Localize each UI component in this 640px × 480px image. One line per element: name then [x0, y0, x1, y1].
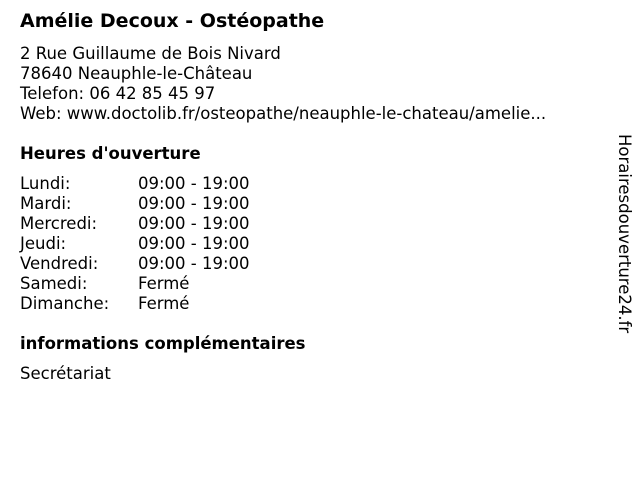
additional-info-text: Secrétariat [20, 364, 111, 383]
time-value: 09:00 - 19:00 [138, 234, 250, 253]
day-label: Lundi: [20, 174, 71, 193]
business-title: Amélie Decoux - Ostéopathe [20, 10, 325, 32]
day-label: Samedi: [20, 274, 88, 293]
time-value: 09:00 - 19:00 [138, 254, 250, 273]
day-label: Mardi: [20, 194, 72, 213]
additional-info-heading: informations complémentaires [20, 334, 306, 353]
business-contact-block [20, 44, 546, 124]
phone-number: Telefon: 06 42 85 45 97 [20, 84, 216, 103]
day-label: Jeudi: [20, 234, 67, 253]
day-label: Vendredi: [20, 254, 99, 273]
day-label: Dimanche: [20, 294, 110, 313]
day-label: Mercredi: [20, 214, 98, 233]
time-value: Fermé [138, 274, 190, 293]
website-link[interactable]: Web: www.doctolib.fr/osteopathe/neauphle-le-chateau/amelie... [20, 104, 547, 123]
street-address: 2 Rue Guillaume de Bois Nivard [20, 44, 281, 63]
site-credit: Horairesdouverture24.fr [615, 134, 634, 334]
city-address: 78640 Neauphle-le-Château [20, 64, 253, 83]
time-value: 09:00 - 19:00 [138, 214, 250, 233]
opening-hours-heading: Heures d'ouverture [20, 144, 201, 163]
time-value: 09:00 - 19:00 [138, 174, 250, 193]
time-value: 09:00 - 19:00 [138, 194, 250, 213]
time-value: Fermé [138, 294, 190, 313]
